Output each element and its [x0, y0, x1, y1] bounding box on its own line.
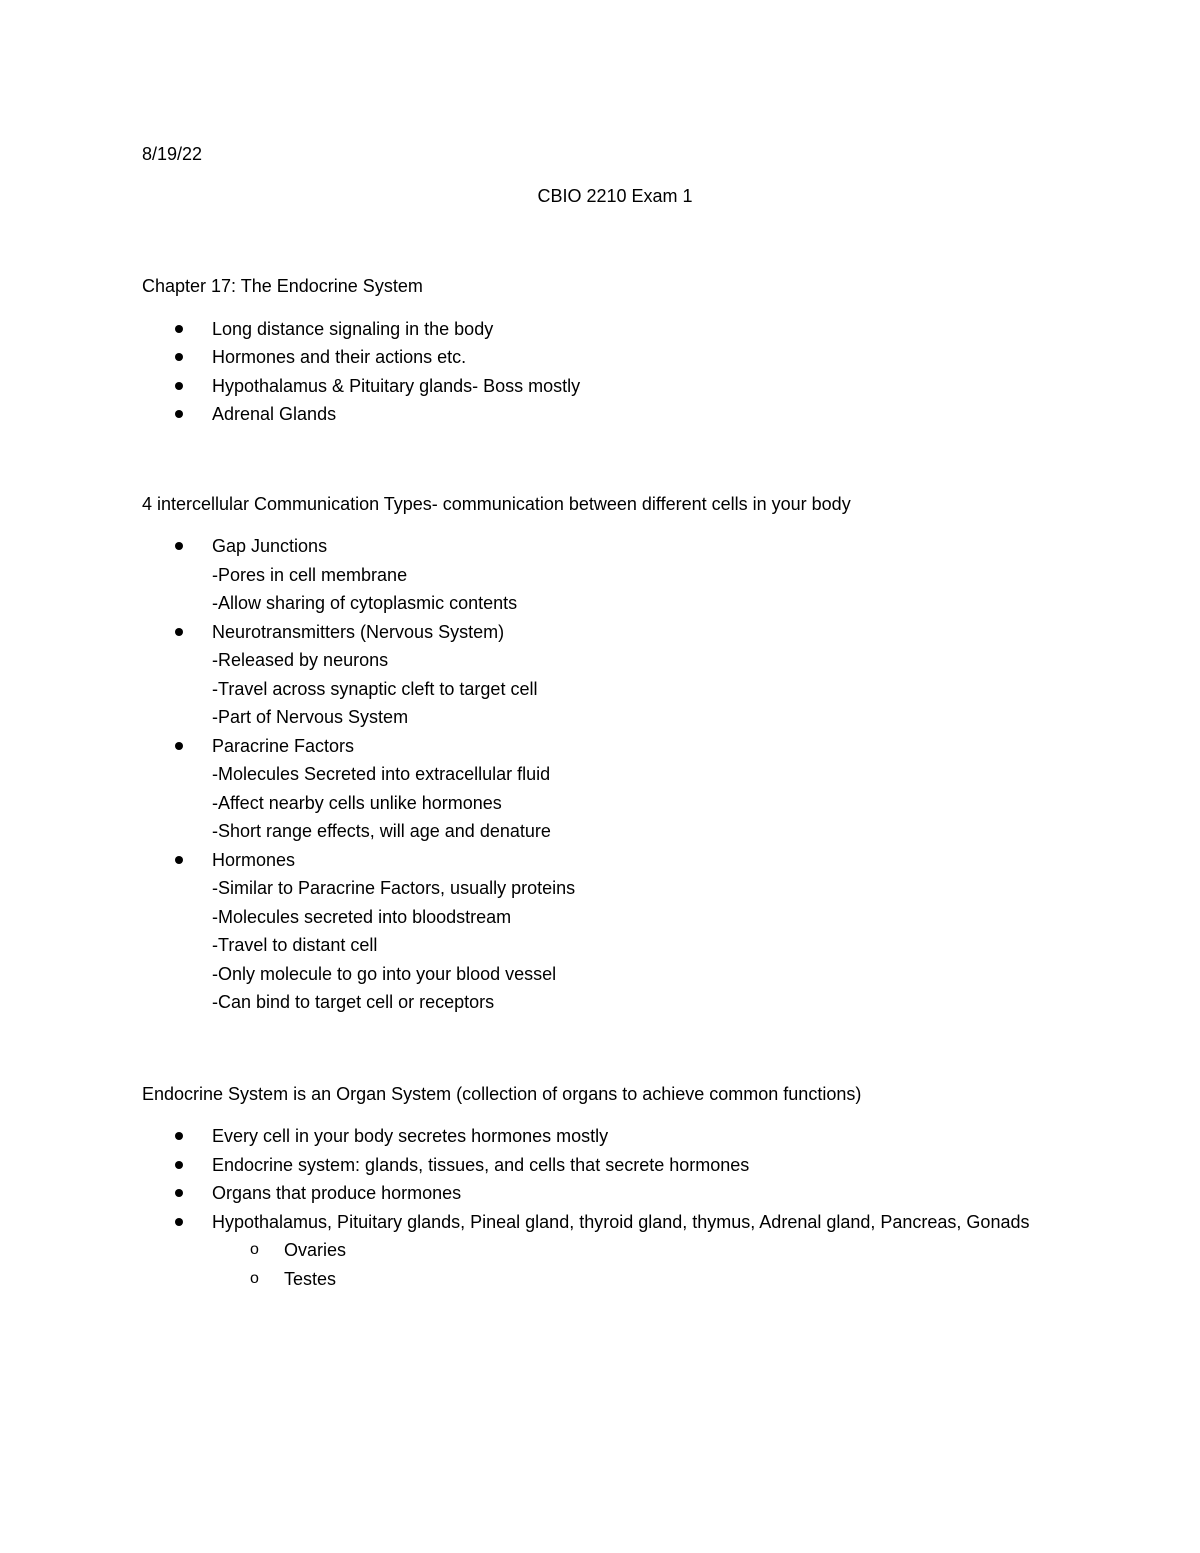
- list-item: [142, 532, 1062, 618]
- section-spacer: [142, 1017, 1062, 1080]
- section-heading: Chapter 17: The Endocrine System: [142, 276, 423, 296]
- item-label: Hypothalamus, Pituitary glands, Pineal gland, thyroid gland, thymus, Adrenal gland, Pancreas, Gonads: [212, 1211, 1030, 1232]
- item-detail: -Released by neurons: [212, 650, 389, 670]
- list-item: [142, 732, 1062, 846]
- item-detail: -Molecules Secreted into extracellular fluid: [212, 764, 551, 784]
- list-item: Organs that produce hormones: [142, 1179, 1062, 1208]
- item-detail: -Pores in cell membrane: [212, 564, 408, 585]
- item-label: Gap Junctions: [212, 536, 328, 556]
- section-communication-types: [142, 490, 1062, 1017]
- document-body: [142, 140, 1062, 1293]
- item-detail: -Only molecule to go into your blood vessel: [212, 963, 557, 984]
- list-item: [142, 1208, 1062, 1294]
- item-label: Neurotransmitters (Nervous System): [212, 621, 505, 642]
- sub-bullet-list: [212, 1236, 1062, 1293]
- item-detail: -Part of Nervous System: [212, 707, 409, 727]
- item-detail: -Similar to Paracrine Factors, usually proteins: [212, 878, 576, 898]
- item-detail: -Short range effects, will age and denature: [212, 821, 551, 841]
- item-detail: -Affect nearby cells unlike hormones: [212, 792, 502, 813]
- list-item: [142, 618, 1062, 732]
- list-item: [142, 846, 1062, 1017]
- list-item: Hormones and their actions etc.: [142, 343, 1062, 372]
- sub-list-item: o Ovaries: [212, 1236, 1062, 1265]
- section-organ-system: [142, 1080, 1062, 1294]
- sub-list-item: o Testes: [212, 1265, 1062, 1294]
- list-item: Long distance signaling in the body: [142, 315, 1062, 344]
- section-heading: Endocrine System is an Organ System (collection of organs to achieve common functions): [142, 1083, 862, 1104]
- item-detail: -Travel across synaptic cleft to target cell: [212, 678, 538, 699]
- bullet-list: [142, 315, 1062, 429]
- section-heading: 4 intercellular Communication Types- communication between different cells in your body: [142, 493, 851, 514]
- note-date: 8/19/22: [142, 144, 203, 164]
- item-detail: -Travel to distant cell: [212, 935, 378, 955]
- page-title: CBIO 2210 Exam 1: [537, 186, 693, 206]
- item-detail: -Can bind to target cell or receptors: [212, 992, 495, 1012]
- bullet-list: [142, 532, 1062, 1017]
- item-label: Paracrine Factors: [212, 735, 355, 756]
- section-spacer: [142, 429, 1062, 490]
- list-item: Adrenal Glands: [142, 400, 1062, 429]
- item-detail: -Molecules secreted into bloodstream: [212, 906, 512, 927]
- section-endocrine-overview: [142, 272, 1062, 429]
- item-detail: -Allow sharing of cytoplasmic contents: [212, 593, 518, 613]
- list-item: Endocrine system: glands, tissues, and cells that secrete hormones: [142, 1151, 1062, 1180]
- list-item: Every cell in your body secretes hormones mostly: [142, 1122, 1062, 1151]
- item-label: Hormones: [212, 849, 296, 870]
- bullet-list: [142, 1122, 1062, 1293]
- list-item: Hypothalamus & Pituitary glands- Boss mostly: [142, 372, 1062, 401]
